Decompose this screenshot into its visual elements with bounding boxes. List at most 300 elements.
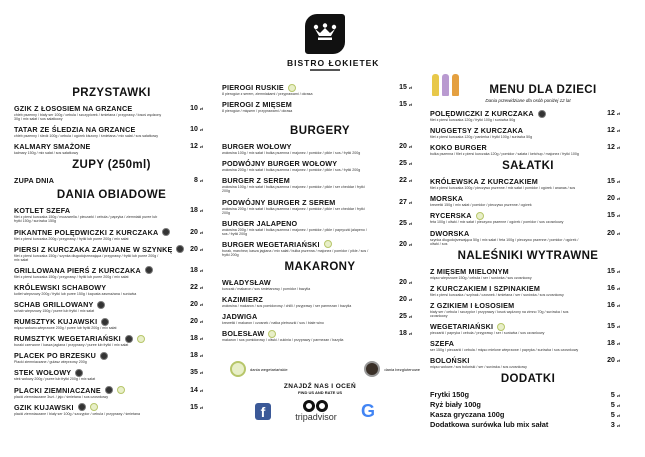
menu-item-price [190, 143, 203, 150]
menu-item-name: KAZIMIERZ [222, 295, 263, 305]
menu-item-name: ZUPA DNIA [14, 176, 55, 186]
menu-item-name: KRÓLEWSKA Z KURCZAKIEM [430, 177, 538, 187]
price-value: 16 [607, 301, 615, 309]
menu-item [14, 104, 209, 121]
menu-item-name: WEGETARIAŃSKI [430, 322, 494, 332]
menu-item-name-row [14, 176, 183, 185]
menu-item-price [190, 352, 203, 359]
menu-item-description: mięso wołowo-wieprzowe 200g / puree lub frytki 200g / mix sałat [14, 326, 117, 331]
menu-column-left [14, 83, 209, 420]
price-currency: zł [199, 404, 203, 410]
menu-item-name: PLACEK PO BRZESKU [14, 351, 97, 361]
vegetarian-icon [117, 386, 125, 394]
menu-item-name: BOLOŃSKI [430, 356, 470, 366]
vegetarian-icon [497, 323, 505, 331]
menu-item-name: BURGER Z SEREM [222, 176, 290, 186]
price-currency: zł [199, 144, 203, 150]
menu-item [222, 100, 418, 113]
price-value: 15 [607, 212, 615, 220]
menu-item-name: Z KURCZAKIEM I SZPINAKIEM [430, 283, 541, 293]
google-icon[interactable]: G [360, 400, 375, 421]
menu-item [222, 278, 418, 291]
menu-item-description: chleb pszenny / biały ser 100g / cebula / szczypiorek / śmietana / przyprawy / łosoś wędzony 30g / mix sałat / sos sałatkowy [14, 113, 162, 122]
price-currency: zł [616, 413, 620, 419]
price-currency: zł [616, 358, 620, 364]
menu-item-name: BURGER WOŁOWY [222, 142, 292, 152]
section-title: BURGERY [290, 125, 350, 138]
menu-item-name: PIEROGI RUSKIE [222, 83, 284, 92]
menu-item [14, 386, 209, 399]
tripadvisor-label: tripadvisor [295, 412, 337, 422]
section-title: MAKARONY [284, 261, 356, 274]
price-value: 5 [610, 400, 615, 410]
price-value: 5 [610, 390, 615, 400]
menu-item-price [399, 330, 412, 337]
legend-vegetarian [230, 361, 288, 377]
gluten-free-icon [75, 369, 83, 377]
price-currency: zł [616, 268, 620, 274]
menu-item-name-row [14, 283, 183, 292]
price-currency: zł [408, 220, 412, 226]
menu-item-price [190, 369, 203, 376]
menu-item-description: filet z piersi kurczaka 150g / szynka długodojrzewająca / przyprawy / frytki lub puree 200g / mix sałat [14, 253, 159, 262]
gluten-free-icon [176, 245, 184, 253]
menu-item-price [190, 284, 203, 291]
menu-item [14, 317, 209, 330]
section-title: SAŁATKI [502, 160, 554, 173]
menu-item-description: mięso wieprzowe 150g / cebula / ser / surówka / sos czosnkowy [430, 275, 532, 280]
menu-item-name: Z GZIKIEM I ŁOSOSIEM [430, 300, 515, 310]
price-currency: zł [616, 285, 620, 291]
vegetarian-icon [230, 361, 246, 377]
vegetarian-icon [476, 212, 484, 220]
menu-item-name: GRILLOWANA PIERŚ Z KURCZAKA [14, 265, 141, 275]
gluten-free-icon [105, 386, 113, 394]
menu-item-name-row [14, 368, 183, 377]
price-value: 20 [190, 318, 198, 326]
menu-item-name-row [430, 211, 600, 220]
menu-item-name-row [430, 267, 600, 276]
menu-item-description: schab wieprzowy 150g / puree lub frytki / mix sałat [14, 309, 95, 314]
menu-item [222, 219, 418, 236]
price-currency: zł [616, 111, 620, 116]
price-currency: zł [199, 336, 203, 342]
price-value: 20 [607, 229, 615, 237]
legend [230, 361, 420, 377]
menu-item-description: mięso wołowe / sos boloński / ser / surówka / sos czosnkowy [430, 365, 527, 370]
menu-item-price [190, 335, 203, 342]
addon-name: Frytki 150g [430, 390, 470, 400]
menu-item-price [190, 207, 203, 214]
brand-name: BISTRO ŁOKIETEK [287, 58, 380, 68]
menu-item-price [399, 84, 412, 91]
menu-item [14, 403, 209, 416]
menu-item-description: placki ziemniaczane 3szt. / jajo / śmietana / sos czosnkowy [14, 394, 109, 399]
menu-item [222, 312, 418, 325]
menu-item-description: wołowina 200g / mix sałat / bułka pszenna / majonez / pomidor / pikle / sos / frytki 200g [222, 168, 361, 173]
menu-item [14, 176, 209, 185]
menu-item-price [399, 220, 412, 227]
price-value: 20 [399, 143, 407, 151]
menu-item-description: filet z piersi kurczaka 150g / mozzarella / pieczarki / cebula / papryka / ziemniaki puree lub frytki 150g / surówka 150g [14, 215, 158, 224]
gluten-free-icon [538, 110, 546, 118]
menu-item-price [190, 404, 203, 411]
menu-item-name-row [14, 245, 183, 254]
menu-item [14, 228, 209, 241]
menu-item-name: PODWÓJNY BURGER Z SEREM [222, 197, 336, 207]
menu-item [14, 334, 209, 347]
price-currency: zł [616, 341, 620, 347]
section-title: DODATKI [500, 373, 556, 386]
menu-item [430, 267, 626, 280]
legend-gluten-free [364, 361, 420, 377]
menu-item-name: BURGER JALAPENO [222, 218, 298, 228]
menu-item-name-row [430, 194, 600, 203]
price-currency: zł [199, 127, 203, 133]
addon-name: Kasza gryczana 100g [430, 410, 505, 420]
menu-item-description: chleb pszenny / śledź 100g / cebula / ogórek kiszony / śmietana / mix sałat / sos sałatkowy [14, 134, 159, 139]
crown-logo-icon [305, 14, 345, 54]
price-currency: zł [199, 267, 203, 273]
menu-item-price [399, 241, 412, 248]
price-currency: zł [199, 353, 203, 359]
price-currency: zł [408, 178, 412, 184]
menu-item-price [399, 143, 412, 150]
menu-item-description: kurczak / makaron / sos śmietanowy / pomidor / bazylia [222, 287, 311, 292]
menu-item-name: PIERSI Z KURCZAKA ZAWIJANE W SZYNKĘ [14, 244, 173, 254]
menu-item-name: SCHAB GRILLOWANY [14, 300, 94, 310]
menu-item-name: WŁADYSŁAW [222, 278, 271, 288]
menu-item-description: filet z piersi kurczaka 120g / panierka / frytki 100g / surówka 50g [430, 135, 533, 140]
menu-item-name-row [14, 317, 183, 326]
menu-item-name-row [222, 240, 392, 249]
section-subtitle: Dania przewidziane dla osób poniżej 12 lat [485, 98, 571, 103]
price-value: 25 [399, 160, 407, 168]
menu-item-name: RUMSZTYK KUJAWSKI [14, 317, 98, 327]
menu-item-name-row [14, 142, 183, 151]
price-value: 15 [607, 267, 615, 275]
price-value: 12 [607, 127, 615, 135]
menu-item-name-row [14, 206, 183, 215]
menu-item [430, 126, 626, 139]
menu-item-name: PIKANTNE POLĘDWICZKI Z KURCZAKA [14, 227, 159, 237]
menu-item-description: filet z piersi kurczaka 120g / frytki 100g / surówka 50g [430, 118, 516, 122]
menu-item-description: bułka pszenna / filet z piersi kurczaka 120g / pomidor / sałata / ketchup / majonez / frytki 100g [430, 152, 579, 157]
menu-item-name-row [222, 142, 392, 151]
menu-item-description: feta 100g / oliwki / mix sałat / pieczywo pszenne / ogórek / pomidor / sos czosnkowy [430, 220, 564, 225]
price-currency: zł [408, 199, 412, 205]
menu-item-price [607, 357, 620, 364]
menu-item [222, 240, 418, 257]
menu-item-price [607, 110, 620, 117]
menu-item-price [607, 230, 620, 237]
price-value: 18 [190, 266, 198, 274]
addon-price [611, 400, 620, 410]
menu-item-description: burak, marchew, kasza jaglana / mix sałat / bułka pszenna / majonez / pomidor / pikle / sos / frytki 200g [222, 248, 369, 258]
menu-item-description: kalmary 150g / mix sałat / sos sałatkowy [14, 151, 79, 156]
menu-item-name-row [430, 229, 600, 238]
menu-item-name-row [14, 104, 183, 113]
price-value: 10 [190, 126, 198, 134]
addon-name: Ryż biały 100g [430, 400, 481, 410]
menu-item-price [190, 387, 203, 394]
menu-item-name: KALMARY SMAŻONE [14, 142, 91, 152]
price-value: 20 [190, 301, 198, 309]
price-value: 22 [190, 283, 198, 291]
addon-row [430, 390, 626, 400]
price-value: 15 [399, 84, 407, 91]
price-currency: zł [616, 179, 620, 185]
menu-item-name-row [430, 301, 600, 310]
gluten-free-icon [100, 352, 108, 360]
menu-item [222, 295, 418, 308]
gluten-free-icon [162, 228, 170, 236]
menu-item-description: szynka długodojrzewająca 50g / mix sałat / feta 100g / pieczywo pszenne / pomidor / ogórek / oliwki / sos [430, 237, 579, 246]
menu-column-right [430, 80, 626, 430]
legend-gluten-free-label: dania bezglutenowe [384, 366, 420, 372]
price-currency: zł [408, 314, 412, 320]
price-currency: zł [199, 178, 203, 184]
menu-item-name-row [14, 125, 183, 134]
menu-item-name-row [14, 386, 183, 395]
menu-item [430, 301, 626, 318]
addon-price [611, 410, 620, 420]
price-currency: zł [199, 284, 203, 290]
menu-item-name-row [222, 312, 392, 321]
menu-item-price [190, 229, 203, 236]
price-currency: zł [199, 106, 203, 111]
menu-item [14, 142, 209, 155]
price-currency: zł [408, 85, 412, 90]
menu-item-price [190, 246, 203, 253]
addon-row [430, 420, 626, 430]
menu-item-description: buraki czerwone / kasza jaglana / przyprawy / puree lub frytki / mix sałat [14, 343, 129, 348]
rate-subtitle: FIND US AND RATE US [298, 390, 342, 395]
menu-item-name: RYCERSKA [430, 211, 472, 221]
menu-item-name: POLĘDWICZKI Z KURCZAKA [430, 109, 534, 118]
menu-item-description: wołowina / makaron / sos pomidorowy / chilli / przyprawy / ser parmezan / bazylia [222, 304, 352, 309]
menu-item-name: Z MIĘSEM MIELONYM [430, 266, 509, 276]
menu-item-name: TATAR ZE ŚLEDZIA NA GRZANCE [14, 125, 136, 135]
menu-item-name-row [430, 143, 600, 152]
menu-item-price [399, 177, 412, 184]
logo [287, 14, 380, 71]
price-value: 10 [190, 105, 198, 112]
price-value: 3 [610, 420, 615, 430]
price-value: 8 [194, 177, 198, 185]
menu-item-name: RUMSZTYK WEGETARIAŃSKI [14, 334, 121, 344]
menu-item-name-row [14, 351, 183, 360]
price-currency: zł [616, 196, 620, 202]
menu-item-name-row [222, 329, 392, 338]
menu-item [222, 329, 418, 342]
menu-item [430, 143, 626, 156]
menu-item-description: pieczarki / papryka / cebula / przyprawy / ser / surówka / sos czosnkowy [430, 331, 545, 336]
price-value: 15 [190, 403, 198, 411]
menu-item-description: biały ser / cebula / szczypior / przyprawy / łosoś wędzony na zimno 70g / surówka / sos czosnkowy [430, 309, 569, 319]
menu-item-name-row [222, 295, 392, 304]
menu-item-name: GZIK Z ŁOSOSIEM NA GRZANCE [14, 104, 133, 113]
menu-item [14, 266, 209, 279]
menu-item-name: KOKO BURGER [430, 143, 487, 153]
vegetarian-icon [288, 84, 296, 92]
menu-item [14, 245, 209, 262]
price-currency: zł [616, 393, 620, 399]
menu-item-description: 8 pierogów z serem, ziemniakami / przyprawami / okrasa [222, 92, 313, 96]
menu-item-price [607, 212, 620, 219]
price-currency: zł [408, 161, 412, 167]
menu-item-description: wołowina 200g / mix sałat / bułka pszenna / majonez / pomidor / pikle / ser cheddar / frytki 200g [222, 206, 365, 215]
price-value: 18 [607, 340, 615, 348]
price-currency: zł [616, 403, 620, 409]
section-title: DANIA OBIADOWE [56, 189, 167, 202]
menu-item-price [607, 340, 620, 347]
menu-item [222, 83, 418, 96]
menu-item-name: PODWÓJNY BURGER WOŁOWY [222, 159, 338, 169]
price-value: 12 [190, 143, 198, 151]
price-value: 20 [607, 195, 615, 203]
menu-item [222, 159, 418, 172]
price-value: 15 [607, 178, 615, 186]
menu-item-name: NUGGETSY Z KURCZAKA [430, 126, 524, 136]
menu-item-description: kotlet wieprzowy 200g / frytki lub puree 150g / kapusta zasmażana / surówka [14, 291, 137, 296]
price-value: 18 [399, 330, 407, 338]
price-currency: zł [616, 302, 620, 308]
menu-item [14, 283, 209, 296]
menu-item [430, 229, 626, 246]
menu-item-price [607, 195, 620, 202]
menu-item [430, 339, 626, 352]
menu-item-name: PLACKI ZIEMNIACZANE [14, 385, 101, 395]
price-value: 20 [399, 279, 407, 287]
price-value: 20 [190, 228, 198, 236]
menu-item-description: krewetki / makaron / czosnek / natka pietruszki / sos / białe wino [222, 321, 324, 326]
menu-item-name-row [430, 284, 600, 293]
menu-item-description: Placki ziemniaczane / gulasz wieprzowy 200g [14, 360, 87, 365]
menu-item [14, 300, 209, 313]
menu-item-description: placki ziemniaczane / biały ser 100g / szczypior / cebula / przyprawy / śmietana [14, 411, 141, 416]
gluten-free-icon [101, 318, 109, 326]
price-value: 15 [399, 101, 407, 109]
menu-item-price [190, 301, 203, 308]
tripadvisor-owl-icon [295, 400, 337, 412]
menu-item-price [399, 279, 412, 286]
price-currency: zł [408, 102, 412, 108]
menu-item-name-row [222, 159, 392, 168]
menu-item-price [607, 144, 620, 151]
menu-item-name-row [14, 228, 183, 237]
legend-vegetarian-label: dania wegetariańskie [250, 366, 288, 372]
section-title: NALEŚNIKI WYTRAWNE [457, 249, 599, 262]
menu-item-name-row [430, 322, 600, 331]
menu-item-name: KOTLET SZEFA [14, 206, 71, 216]
price-value: 12 [607, 144, 615, 152]
vegetarian-icon [268, 330, 276, 338]
tripadvisor-link[interactable] [295, 400, 337, 422]
menu-item-price [607, 268, 620, 275]
menu-item-price [607, 323, 620, 330]
price-value: 25 [399, 219, 407, 227]
menu-item-name-row [14, 403, 183, 412]
vegetarian-icon [324, 240, 332, 248]
addon-price [611, 420, 620, 430]
price-value: 20 [399, 296, 407, 304]
gluten-free-icon [145, 266, 153, 274]
menu-item [430, 177, 626, 190]
menu-item-name: BOLESŁAW [222, 329, 265, 339]
price-currency: zł [199, 319, 203, 325]
menu-item-name: SZEFA [430, 339, 455, 349]
price-currency: zł [616, 230, 620, 236]
menu-item-name: MORSKA [430, 194, 464, 204]
menu-item-name-row [430, 109, 600, 118]
menu-item-price [190, 318, 203, 325]
menu-item-name: BURGER WEGETARIAŃSKI [222, 239, 320, 249]
menu-item-name-row [430, 177, 600, 186]
menu-item-price [607, 178, 620, 185]
price-currency: zł [408, 331, 412, 337]
price-value: 20 [190, 245, 198, 253]
price-currency: zł [199, 208, 203, 214]
section-title: MENU DLA DZIECI [489, 84, 597, 96]
addon-price [611, 390, 620, 400]
price-currency: zł [616, 145, 620, 151]
gluten-free-icon [78, 403, 86, 411]
addon-name: Dodatkowa surówka lub mix sałat [430, 420, 549, 430]
gluten-free-icon [125, 335, 133, 343]
price-currency: zł [199, 302, 203, 308]
menu-item [430, 109, 626, 122]
menu-item [430, 356, 626, 369]
menu-item-name: PIEROGI Z MIĘSEM [222, 100, 292, 110]
price-value: 18 [190, 335, 198, 343]
price-value: 5 [610, 410, 615, 420]
price-value: 12 [607, 110, 615, 117]
facebook-icon[interactable]: f [255, 403, 271, 420]
price-value: 20 [399, 240, 407, 248]
menu-item-description: filet z piersi kurczaka / szpinak / czosnek / śmietana / ser / surówka / sos czosnkowy [430, 292, 564, 297]
price-value: 15 [607, 323, 615, 331]
section-title: PRZYSTAWKI [72, 87, 151, 99]
price-currency: zł [616, 324, 620, 330]
menu-item [430, 322, 626, 335]
menu-item-price [399, 101, 412, 108]
price-currency: zł [616, 213, 620, 219]
menu-item [14, 125, 209, 138]
addon-row [430, 400, 626, 410]
menu-item [222, 142, 418, 155]
price-value: 25 [399, 313, 407, 321]
menu-item-name: DWORSKA [430, 228, 470, 238]
menu-item-price [190, 126, 203, 133]
brand-underline [310, 69, 340, 71]
menu-item [14, 368, 209, 381]
section-title: ZUPY (250ml) [72, 159, 151, 172]
menu-item [14, 206, 209, 223]
menu-item-price [607, 302, 620, 309]
rate-title: ZNAJDŹ NAS I OCEŃ [283, 383, 357, 390]
menu-item-name-row [222, 83, 392, 92]
menu-item-description: 8 pierogów / mięsem / przyprawami / okrasa [222, 109, 293, 114]
menu-item-name: GZIK KUJAWSKI [14, 402, 74, 412]
menu-item-name-row [14, 334, 183, 343]
gluten-free-icon [97, 301, 105, 309]
menu-item [430, 211, 626, 224]
menu-item-name-row [222, 198, 392, 207]
gluten-free-icon [364, 361, 380, 377]
menu-item-description: stek wołowy 200g / puree lub frytki 200g / mix sałat [14, 377, 96, 382]
menu-item-price [399, 313, 412, 320]
